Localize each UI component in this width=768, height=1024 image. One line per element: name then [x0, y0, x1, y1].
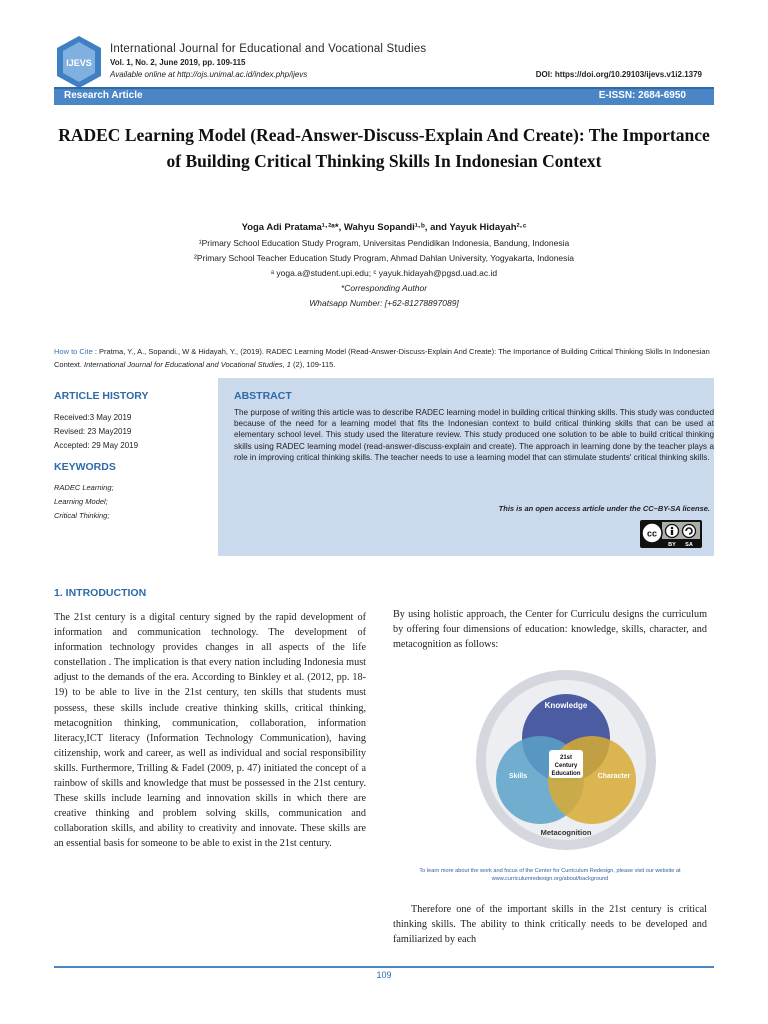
article-history-heading: ARTICLE HISTORY	[54, 390, 149, 402]
received-date: Received:3 May 2019	[54, 413, 132, 422]
article-type: Research Article	[64, 90, 143, 101]
introduction-right-column-2: Therefore one of the important skills in the 21st century is critical thinking skills. The ability to think critically needs to be developed and familiarized by each	[393, 904, 707, 946]
open-access-note: This is an open access article under the CC–BY-SA license.	[498, 504, 710, 513]
venn-metacognition-label: Metacognition	[540, 828, 592, 837]
keywords-heading: KEYWORDS	[54, 461, 116, 473]
introduction-right-column-1: By using holistic approach, the Center for Curriculu designs the curriculum by offering four dimensions of education: knowledge, skills, character, and metacognition as follows:	[393, 609, 707, 651]
authors: Yoga Adi Pratama¹·²ᵃ*, Wahyu Sopandi¹·ᵇ, and Yayuk Hidayah²·ᶜ	[241, 222, 527, 233]
introduction-heading: 1. INTRODUCTION	[54, 587, 147, 599]
venn-center-line-3: Education	[551, 771, 581, 777]
author-emails[interactable]: ᵃ yoga.a@student.upi.edu; ᶜ yayuk.hidayah@pgsd.uad.ac.id	[270, 268, 498, 278]
cc-by-sa-license-icon[interactable]	[640, 520, 702, 548]
affiliation-1: ¹Primary School Education Study Program, Universitas Pendidikan Indonesia, Bandung, Indonesia	[198, 238, 570, 248]
article-banner	[54, 87, 714, 105]
affiliation-2: ²Primary School Teacher Education Study Program, Ahmad Dahlan University, Yogyakarta, Indonesia	[193, 253, 575, 263]
figure-caption	[393, 867, 707, 883]
journal-volume: Vol. 1, No. 2, June 2019, pp. 109-115	[110, 58, 246, 67]
figure-caption-link[interactable]: www.curriculumredesign.org/about/background	[491, 876, 609, 882]
svg-text:cc: cc	[646, 528, 658, 539]
abstract-heading: ABSTRACT	[234, 390, 292, 402]
cc-by-label: BY	[668, 542, 676, 548]
accepted-date: Accepted: 29 May 2019	[54, 441, 139, 450]
footer-rule	[54, 966, 714, 968]
revised-date: Revised: 23 May2019	[54, 427, 132, 436]
venn-center-line-2: Century	[554, 763, 578, 769]
venn-character-label: Character	[597, 773, 631, 780]
doi-link[interactable]: DOI: https://doi.org/10.29103/ijevs.v1i2.1379	[535, 70, 702, 79]
logo-text: IJEVS	[66, 58, 92, 68]
venn-knowledge-label: Knowledge	[544, 701, 588, 710]
how-to-cite-tail: (2), 109-115.	[290, 360, 336, 369]
keyword-item: Learning Model;	[54, 497, 108, 506]
keyword-item: Critical Thinking;	[54, 511, 110, 520]
how-to-cite-label: How to Cite	[54, 347, 93, 356]
venn-skills-label: Skills	[508, 773, 528, 780]
journal-title: International Journal for Educational and Vocational Studies	[110, 43, 427, 55]
page-number: 109	[376, 970, 392, 980]
whatsapp-number: Whatsapp Number: [+62-81278897089]	[309, 298, 459, 308]
corresponding-author: *Corresponding Author	[340, 283, 428, 293]
journal-url[interactable]: Available online at http://ojs.unimal.ac.id/index.php/ijevs	[110, 70, 308, 79]
introduction-left-column: The 21st century is a digital century signed by the rapid development of information and communication technology. The development of information technology provides changes in all aspects of the life constellation . The implication is that every nation including Indonesia must adjust to the demands of the era. According to Binkley et al. (2012, pp. 18-19) to be able to live in the 21st century, ten skills that students must possess, these skills include creative thinking skills, critical thinking, metacognition thinking, communication, collaboration, information literacy,ICT literacy (Information Technology Communication), having citizenship, work and career, as well as individual and social responsibility skills. Furthermore, Trilling & Fadel (2009, p. 47) initiated the concept of a rainbow of skills and knowledge that must be possessed in the 21st century. These skills include learning and innovation skills in which there are creative thinking and problem solving skills, communication and collaboration skills, and ability to creativity and innovate. These skills are an essential basis for someone to be able to exist in the 21st century.	[54, 612, 366, 850]
how-to-cite-journal: International Journal for Educational and Vocational Studies, 1	[84, 360, 291, 369]
four-dimensions-venn-diagram	[474, 668, 658, 852]
eissn: E-ISSN: 2684-6950	[598, 90, 686, 101]
venn-center-line-1: 21st	[559, 755, 573, 761]
how-to-cite-text: : Pratma, Y., A., Sopandi., W & Hidayah, Y., (2019). RADEC Learning Model (Read-Answer-Discuss-Explain And Create): The Importance of Building Critical Thinking Skills In Indonesian Context.	[54, 347, 710, 369]
article-title: RADEC Learning Model (Read-Answer-Discuss-Explain And Create): The Importance of Building Critical Thinking Skills In Indonesian Context	[58, 125, 710, 171]
journal-logo-icon	[54, 34, 104, 90]
cc-sa-label: SA	[685, 542, 693, 548]
how-to-cite	[54, 345, 719, 371]
figure-caption-line-1: To learn more about the work and focus of the Center for Curriculum Redesign, please visit our website at	[419, 868, 681, 874]
keyword-item: RADEC Learning;	[54, 483, 114, 492]
abstract-text: The purpose of writing this article was to describe RADEC learning model in building critical thinking skills. This study was conducted because of the need for a learning model that fits the Indonesian context to build critical thinking skills that can be used at elementary school level. This study used the literature review. This study produced one solution to be able to build critical thinking skills using RADEC learning model (read-answer-discuss-explain and create). The approach in learning done by the teacher plays a role in improving critical thinking skills. The teacher needs to use a learning model that can stimulate students' critical thinking skills.	[234, 408, 714, 462]
